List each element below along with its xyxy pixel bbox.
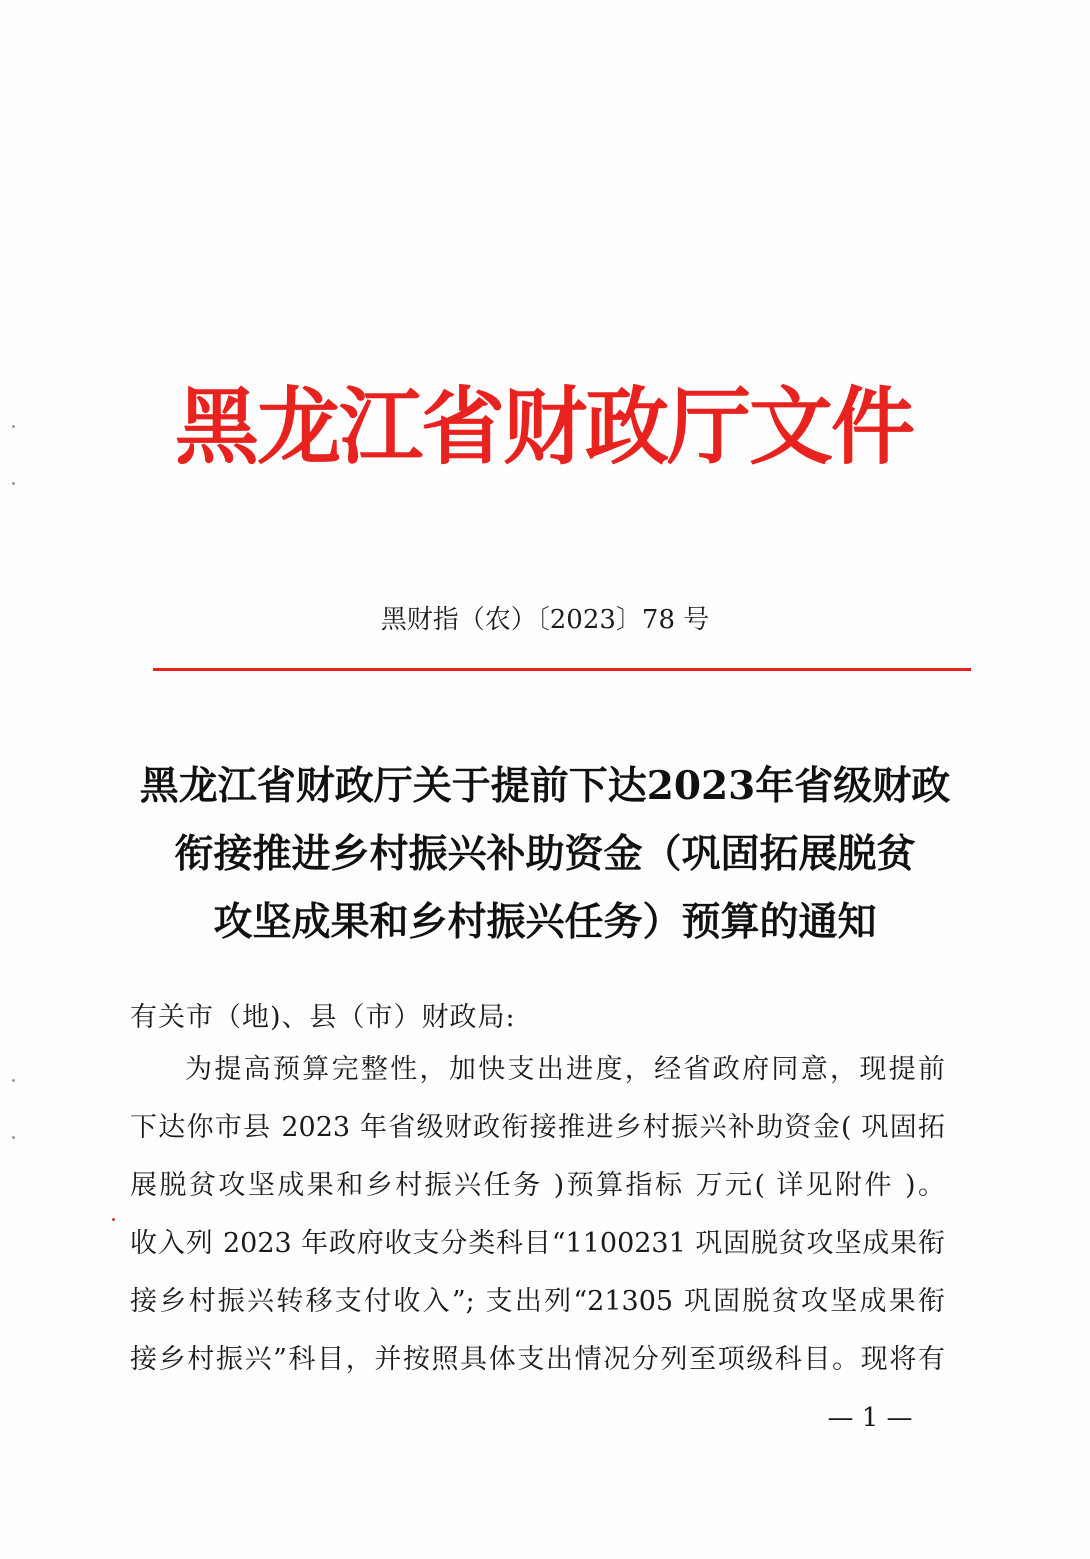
notice-title-line: 黑龙江省财政厅关于提前下达2023年省级财政 [139, 763, 951, 809]
scan-speck [12, 1079, 15, 1082]
scan-speck [112, 1218, 115, 1221]
page-number: — 1 — [827, 1403, 913, 1433]
body-line: 展脱贫攻坚成果和乡村振兴任务 )预算指标 万元( 详见附件 )。 [130, 1170, 945, 1201]
salutation: 有关市（地)、县（市）财政局: [130, 1002, 516, 1033]
red-divider-line [153, 668, 971, 671]
document-number: 黑财指（农）〔2023〕78 号 [380, 605, 710, 635]
scan-speck [12, 1136, 15, 1139]
body-line: 接乡村振兴转移支付收入”; 支出列“21305 巩固脱贫攻坚成果衔 [130, 1286, 945, 1317]
notice-title-line: 衔接推进乡村振兴补助资金（巩固拓展脱贫 [174, 831, 916, 877]
notice-title-line: 攻坚成果和乡村振兴任务）预算的通知 [213, 899, 877, 945]
scan-speck [12, 425, 15, 428]
document-header-title: 黑龙江省财政厅文件 [175, 377, 914, 476]
body-line: 收入列 2023 年政府收支分类科目“1100231 巩固脱贫攻坚成果衔 [130, 1228, 945, 1259]
body-line: 下达你市县 2023 年省级财政衔接推进乡村振兴补助资金( 巩固拓 [130, 1112, 945, 1143]
notice-title [110, 752, 980, 956]
body-line: 接乡村振兴”科目，并按照具体支出情况分列至项级科目。现将有 [130, 1344, 945, 1375]
notice-body [130, 995, 945, 1395]
body-line: 为提高预算完整性，加快支出进度，经省政府同意，现提前 [185, 1054, 945, 1085]
scan-speck [12, 482, 15, 485]
